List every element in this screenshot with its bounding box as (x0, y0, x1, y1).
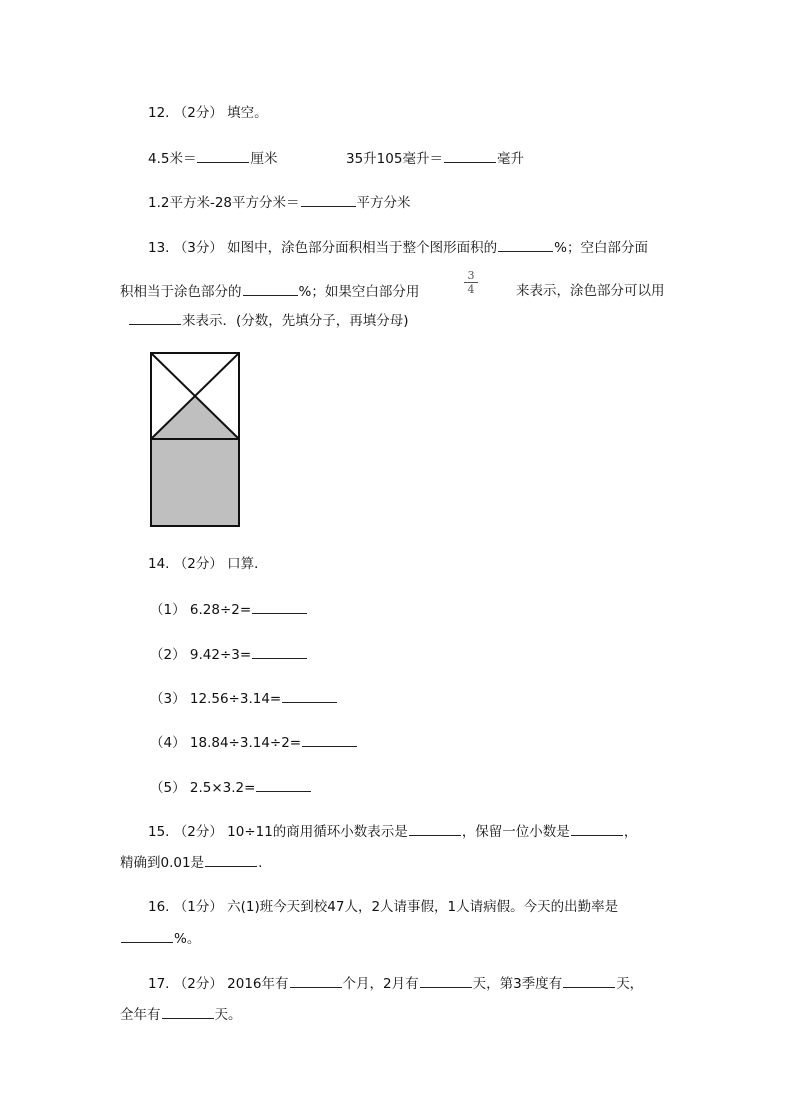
text: 17. （2分） 2016年有 (148, 976, 289, 992)
q14-item-2 (150, 645, 308, 664)
q13-line2b: 来表示，涂色部分可以用 (516, 283, 665, 299)
q13-line2a (120, 282, 419, 301)
figure-svg (148, 350, 244, 530)
item-expression: 6.28÷2= (189, 602, 252, 618)
answer-blank[interactable] (290, 974, 342, 988)
q12-row1-a (148, 149, 277, 168)
fraction-numerator: 3 (464, 270, 478, 283)
text: %；空白部分面 (554, 240, 648, 256)
text: ， (623, 824, 638, 840)
text: 全年有 (120, 1007, 161, 1023)
q16-line1: 16. （1分） 六(1)班今天到校47人，2人请事假，1人请病假。今天的出勤率是 (148, 899, 619, 915)
q13-line1 (148, 238, 648, 257)
q12-row2 (148, 193, 411, 212)
answer-blank[interactable] (302, 733, 357, 747)
text: 个月，2月有 (342, 976, 419, 992)
item-expression: 12.56÷3.14= (189, 691, 282, 707)
text: 来表示．(分数，先填分子，再填分母) (182, 313, 409, 329)
text: 积相当于涂色部分的 (120, 284, 242, 300)
answer-blank[interactable] (256, 778, 311, 792)
text: 精确到0.01是 (120, 855, 205, 871)
q12-header: 12. （2分） 填空。 (148, 105, 268, 121)
fraction-three-quarters (464, 270, 478, 295)
item-expression: 9.42÷3= (189, 647, 252, 663)
text: 15. （2分） 10÷11的商用循环小数表示是 (148, 824, 408, 840)
q17-line1 (148, 974, 643, 993)
q16-line2 (120, 929, 200, 948)
answer-blank[interactable] (252, 645, 307, 659)
q13-line3 (128, 311, 409, 330)
shaded-square (151, 439, 239, 526)
q15-line2 (120, 853, 262, 872)
text: 平方分米 (356, 195, 411, 211)
q15-line1 (148, 822, 637, 841)
text: %。 (174, 931, 201, 947)
q17-line2 (120, 1005, 242, 1024)
answer-blank[interactable] (563, 974, 615, 988)
answer-blank[interactable] (571, 822, 623, 836)
item-index: （1） (150, 602, 186, 618)
text: 毫升 (496, 151, 524, 167)
answer-blank[interactable] (252, 600, 307, 614)
text: 天， (616, 976, 644, 992)
q14-item-1 (150, 600, 308, 619)
text: 13. （3分） 如图中，涂色部分面积相当于整个图形面积的 (148, 240, 498, 256)
text: 1.2平方米-28平方分米＝ (148, 195, 300, 211)
text: 35升105毫升＝ (346, 151, 443, 167)
q14-item-3 (150, 689, 338, 708)
q14-item-4 (150, 733, 358, 752)
item-expression: 2.5×3.2= (189, 780, 256, 796)
item-expression: 18.84÷3.14÷2= (189, 735, 302, 751)
answer-blank[interactable] (420, 974, 472, 988)
text: 天，第3季度有 (472, 976, 563, 992)
fraction-denominator: 4 (467, 283, 475, 296)
answer-blank[interactable] (409, 822, 461, 836)
text: 天。 (214, 1007, 242, 1023)
text: ，保留一位小数是 (461, 824, 570, 840)
text: 厘米 (250, 151, 278, 167)
answer-blank[interactable] (129, 311, 181, 325)
text: . (258, 855, 263, 871)
text: 4.5米＝ (148, 151, 197, 167)
answer-blank[interactable] (197, 149, 249, 163)
shaded-triangle (151, 395, 239, 439)
answer-blank[interactable] (243, 282, 298, 296)
item-index: （2） (150, 647, 186, 663)
q12-row1-b (346, 149, 524, 168)
item-index: （4） (150, 735, 186, 751)
answer-blank[interactable] (121, 929, 173, 943)
item-index: （5） (150, 780, 186, 796)
shaded-area-figure (148, 350, 244, 534)
q14-header: 14. （2分） 口算． (148, 556, 268, 572)
answer-blank[interactable] (205, 853, 257, 867)
text: %；如果空白部分用 (298, 284, 420, 300)
answer-blank[interactable] (282, 689, 337, 703)
answer-blank[interactable] (498, 238, 553, 252)
answer-blank[interactable] (444, 149, 496, 163)
item-index: （3） (150, 691, 186, 707)
answer-blank[interactable] (301, 193, 356, 207)
q14-item-5 (150, 778, 312, 797)
answer-blank[interactable] (162, 1005, 214, 1019)
